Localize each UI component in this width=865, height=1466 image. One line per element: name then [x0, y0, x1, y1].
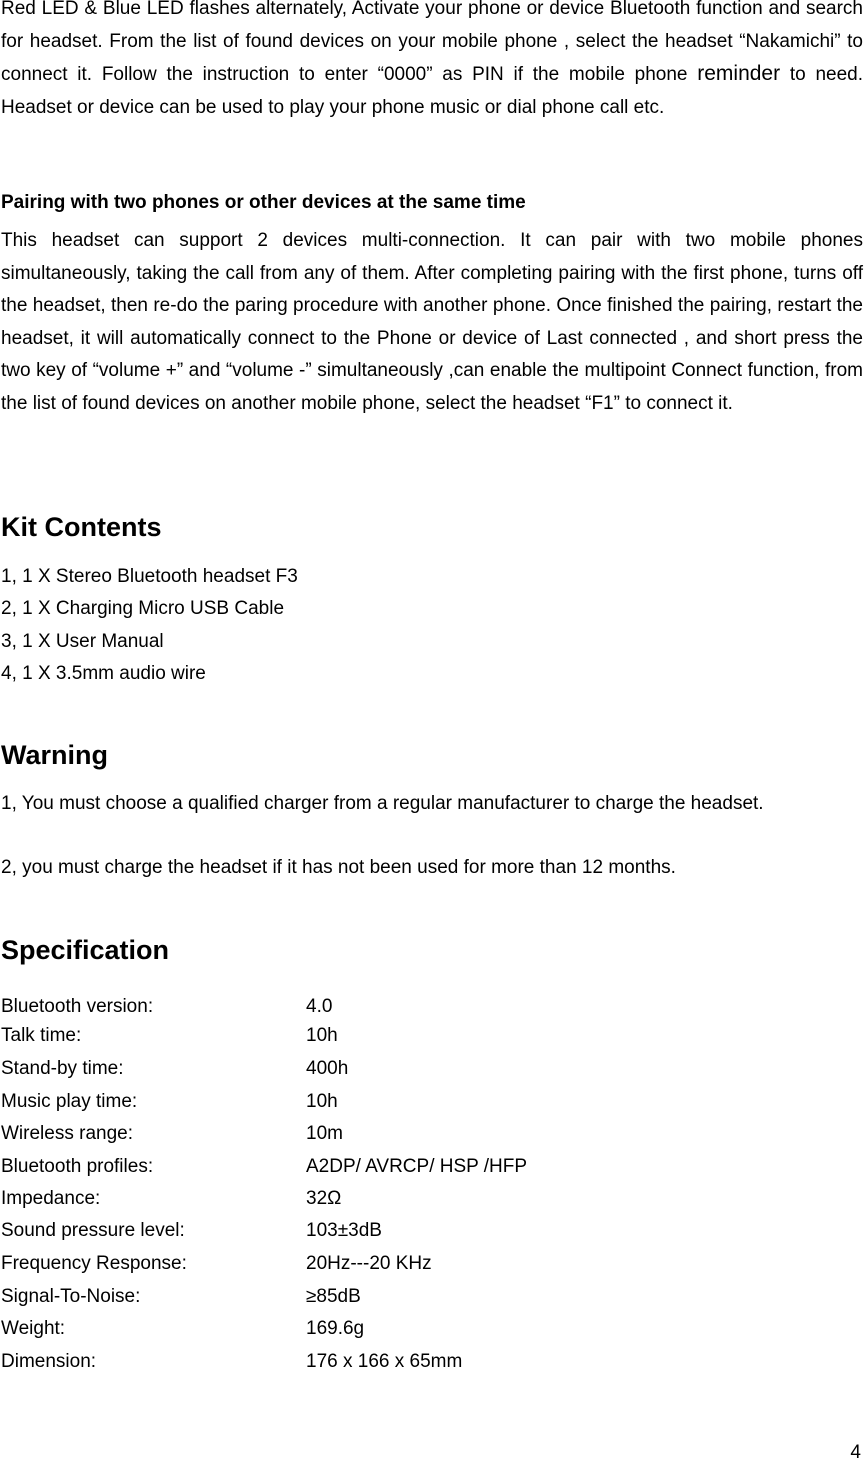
page-number: 4 — [850, 1442, 861, 1463]
spec-value: 10h — [306, 1091, 338, 1112]
spec-label: Dimension: — [1, 1351, 97, 1372]
spec-label: Stand-by time: — [1, 1058, 124, 1079]
intro-text-b: to need. Headset or device can be used to play your phone music or dial phone call etc. — [1, 64, 863, 118]
spec-value: ≥85dB — [306, 1286, 361, 1307]
spec-label: Signal-To-Noise: — [1, 1286, 141, 1307]
warning-item-1: 1, You must choose a qualified charger from a regular manufacturer to charge the headset. — [1, 793, 764, 814]
kit-contents-heading: Kit Contents — [1, 512, 162, 542]
spec-value: 10h — [306, 1025, 338, 1046]
spec-value: A2DP/ AVRCP/ HSP /HFP — [306, 1156, 528, 1177]
spec-value: 32Ω — [306, 1188, 342, 1209]
spec-value: 103±3dB — [306, 1220, 382, 1241]
intro-text-emphasis: reminder — [697, 62, 781, 85]
spec-label: Talk time: — [1, 1025, 82, 1046]
spec-value: 400h — [306, 1058, 349, 1079]
spec-label: Impedance: — [1, 1188, 101, 1209]
spec-value: 4.0 — [306, 996, 333, 1017]
spec-label: Music play time: — [1, 1091, 138, 1112]
pairing-paragraph: This headset can support 2 devices multi-connection. It can pair with two mobile phones simultaneously, taking the call from any of them. After completing pairing with the first phone, turns off the headset, then re-do the paring procedure with another phone. Once finished the pairing, restart the headset, it will automatically connect to the Phone or device of Last connected , and short press the two key of “volume +” and “volume -” simultaneously ,can enable the multipoint Connect function, from the list of found devices on another mobile phone, select the headset “F1” to connect it. — [1, 230, 863, 414]
spec-label: Bluetooth version: — [1, 996, 154, 1017]
specification-heading: Specification — [1, 935, 170, 965]
warning-heading: Warning — [1, 740, 108, 770]
kit-item: 4, 1 X 3.5mm audio wire — [1, 663, 206, 684]
spec-label: Frequency Response: — [1, 1253, 187, 1274]
kit-item: 3, 1 X User Manual — [1, 631, 164, 652]
intro-paragraph — [1, 0, 863, 124]
pairing-heading: Pairing with two phones or other devices at the same time — [1, 192, 526, 213]
spec-label: Bluetooth profiles: — [1, 1156, 154, 1177]
kit-item: 1, 1 X Stereo Bluetooth headset F3 — [1, 566, 298, 587]
spec-label: Weight: — [1, 1318, 66, 1339]
warning-item-2: 2, you must charge the headset if it has not been used for more than 12 months. — [1, 857, 676, 878]
kit-item: 2, 1 X Charging Micro USB Cable — [1, 598, 285, 619]
spec-label: Sound pressure level: — [1, 1220, 185, 1241]
spec-value: 169.6g — [306, 1318, 365, 1339]
spec-label: Wireless range: — [1, 1123, 133, 1144]
spec-value: 176 x 166 x 65mm — [306, 1351, 463, 1372]
intro-text-a: Red LED & Blue LED flashes alternately, Activate your phone or device Bluetooth function and search for headset. From the list of found devices on your mobile phone , select the headset “Nakamichi” to connect it. Follow the instruction to enter “0000” as PIN if the mobile phone — [1, 0, 863, 85]
spec-value: 20Hz---20 KHz — [306, 1253, 432, 1274]
spec-value: 10m — [306, 1123, 343, 1144]
